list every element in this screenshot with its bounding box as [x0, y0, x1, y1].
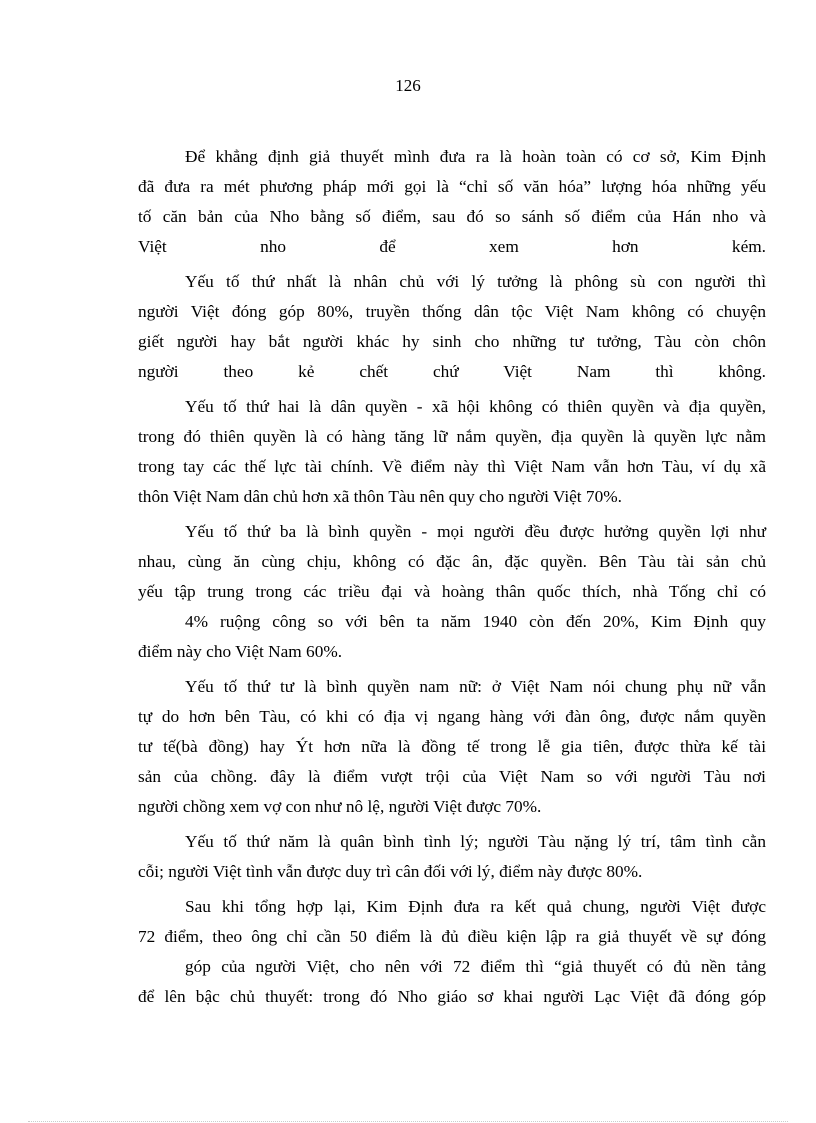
text-line: điểm này cho Việt Nam 60%.	[138, 642, 343, 661]
text-line: trong đó thiên quyền là có hàng tăng lữ nắm quyền, địa quyền là quyền lực nằm	[138, 427, 766, 446]
text-line: Việt nho để xem hơn kém.	[138, 237, 766, 256]
paragraph-4	[138, 517, 766, 667]
page-number: 126	[395, 76, 421, 95]
text-line: người theo kẻ chết chứ Việt Nam thì không.	[138, 362, 766, 381]
text-line: 4% ruộng công so với bên ta năm 1940 còn đến 20%, Kim Định quy	[185, 612, 766, 631]
text-line: nhau, cùng ăn cùng chịu, không có đặc ân, đặc quyền. Bên Tàu tài sản chủ	[138, 552, 766, 571]
text-line: người chồng xem vợ con như nô lệ, người Việt được 70%.	[138, 797, 542, 816]
text-line: đã đưa ra mét phương pháp mới gọi là “chỉ số văn hóa” lượng hóa những yếu	[138, 177, 766, 196]
text-line: Yếu tố thứ nhất là nhân chủ với lý tưởng là phông sù con người thì	[185, 272, 766, 291]
text-line: để lên bậc chủ thuyết: trong đó Nho giáo sơ khai người Lạc Việt đã đóng góp	[138, 987, 766, 1006]
page-bottom-divider	[28, 1121, 788, 1122]
paragraph-6	[138, 827, 766, 887]
text-line: Để khẳng định giả thuyết mình đưa ra là hoàn toàn có cơ sở, Kim Định	[185, 147, 766, 166]
paragraph-5	[138, 672, 766, 822]
text-line: Yếu tố thứ tư là bình quyền nam nữ: ở Việt Nam nói chung phụ nữ vẫn	[185, 677, 766, 696]
text-line: sản của chồng. đây là điểm vượt trội của Việt Nam so với người Tàu nơi	[138, 767, 766, 786]
text-line: Yếu tố thứ năm là quân bình tình lý; người Tàu nặng lý trí, tâm tình cằn	[185, 832, 766, 851]
text-line: tư tế(bà đồng) hay Ýt hơn nữa là đồng tế trong lễ gia tiên, được thừa kế tài	[138, 737, 766, 756]
paragraph-7	[138, 892, 766, 1012]
text-line: Sau khi tổng hợp lại, Kim Định đưa ra kết quả chung, người Việt được	[185, 897, 766, 916]
paragraph-2	[138, 267, 766, 387]
text-line: yếu tập trung trong các triều đại và hoàng thân quốc thích, nhà Tống chỉ có	[138, 582, 766, 601]
paragraph-1	[138, 142, 766, 262]
text-line: Yếu tố thứ ba là bình quyền - mọi người đều được hưởng quyền lợi như	[185, 522, 766, 541]
text-line: trong tay các thế lực tài chính. Về điểm này thì Việt Nam vẫn hơn Tàu, ví dụ xã	[138, 457, 766, 476]
text-line: góp của người Việt, cho nên với 72 điểm thì “giả thuyết có đủ nền tảng	[185, 957, 766, 976]
text-line: tố căn bản của Nho bằng số điểm, sau đó so sánh số điểm của Hán nho và	[138, 207, 766, 226]
text-line: tự do hơn bên Tàu, có khi có địa vị ngang hàng với đàn ông, được nắm quyền	[138, 707, 766, 726]
text-line: người Việt đóng góp 80%, truyền thống dân tộc Việt Nam không có chuyện	[138, 302, 766, 321]
document-body	[138, 142, 766, 1017]
text-line: cỗi; người Việt tình vẫn được duy trì cân đối với lý, điểm này được 80%.	[138, 862, 643, 881]
text-line: Yếu tố thứ hai là dân quyền - xã hội không có thiên quyền và địa quyền,	[185, 397, 766, 416]
paragraph-3	[138, 392, 766, 512]
text-line: 72 điểm, theo ông chỉ cần 50 điểm là đủ điều kiện lập ra giả thuyết về sự đóng	[138, 927, 766, 946]
text-line: thôn Việt Nam dân chủ hơn xã thôn Tàu nên quy cho người Việt 70%.	[138, 487, 622, 506]
text-line: giết người hay bắt người khác hy sinh cho những tư tưởng, Tàu còn chôn	[138, 332, 766, 351]
